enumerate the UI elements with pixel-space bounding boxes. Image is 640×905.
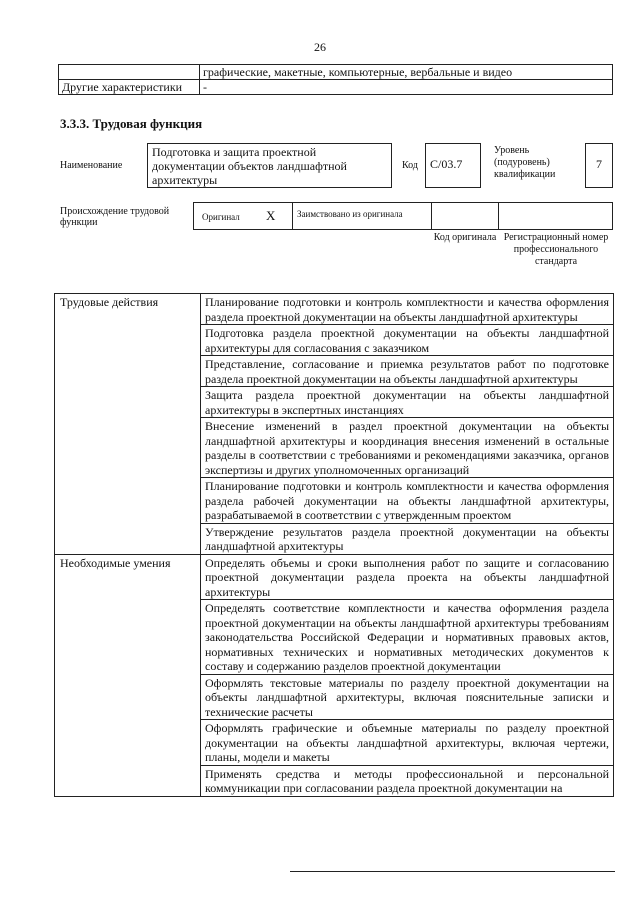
reg-number-label: Регистрационный номер профессионального стандарта (503, 232, 609, 267)
code-value: С/03.7 (430, 157, 463, 171)
table-cell: Планирование подготовки и контроль комплектности и качества оформления раздела проектной документации на объекты ландшафтной архитектуры (201, 294, 614, 325)
table-cell: Применять средства и методы профессиональной и персональной коммуникации при согласовании раздела проектной документации на (201, 765, 614, 796)
borrowed-box (292, 202, 432, 230)
code-original-box (431, 202, 499, 230)
code-box (425, 143, 481, 188)
table-cell: Другие характеристики (59, 80, 200, 95)
level-label: Уровень (подуровень) квалификации (494, 145, 556, 180)
table-cell (59, 65, 200, 80)
group-label: Необходимые умения (55, 554, 201, 796)
table-cell: Планирование подготовки и контроль комплектности и качества оформления раздела рабочей документации на объекты ландшафтной архитектуры, разрабатываемой в соответствии с утвержденным проектом (201, 478, 614, 524)
section-title: 3.3.3. Трудовая функция (60, 116, 203, 131)
table-cell: Утверждение результатов раздела проектной документации на объекты ландшафтной архитектуры (201, 523, 614, 554)
table-row (59, 80, 613, 95)
reg-number-box (498, 202, 613, 230)
table-cell: - (200, 80, 613, 95)
borrowed-label: Заимствовано из оригинала (297, 209, 403, 219)
original-label: Оригинал (202, 212, 240, 222)
code-original-label: Код оригинала (433, 232, 497, 243)
table-cell: Определять объемы и сроки выполнения работ по защите и согласованию проектной документации раздела проекта на объекты ландшафтной архитектуры (201, 554, 614, 600)
table-cell: Оформлять текстовые материалы по разделу проектной документации на объекты ландшафтной архитектуры, включая пояснительные записки и технические расчеты (201, 674, 614, 720)
table-cell: Определять соответствие комплектности и качества оформления раздела проектной документации на объекты ландшафтной архитектуры требованиям законодательства Российской Федерации и нормативных правовых актов, нормативных технических и нормативных методических документов к составу и содержанию разделов проектной документации (201, 600, 614, 675)
level-value: 7 (596, 157, 602, 171)
table-cell: Представление, согласование и приемка результатов работ по подготовке раздела проектной документации на объекты ландшафтной архитектуры (201, 356, 614, 387)
function-name-box (147, 143, 392, 188)
level-box (585, 143, 613, 188)
table-cell: Внесение изменений в раздел проектной документации на объекты ландшафтной архитектуры и координация внесения изменений в остальные разделы в соответствии с требованиями и рекомендациями заказчика, органов экспертизы и других уполномоченных организаций (201, 418, 614, 478)
function-name-value: Подготовка и защита проектной документации объектов ландшафтной архитектуры (152, 145, 347, 187)
table-cell: Защита раздела проектной документации на объекты ландшафтной архитектуры в экспертных инстанциях (201, 387, 614, 418)
original-box (193, 202, 293, 230)
table-row (55, 294, 614, 325)
table-cell: Оформлять графические и объемные материалы по разделу проектной документации на объекты ландшафтной архитектуры, включая чертежи, планы, модели и макеты (201, 720, 614, 766)
labor-function-table (54, 293, 614, 797)
group-label: Трудовые действия (55, 294, 201, 555)
table-cell: графические, макетные, компьютерные, вербальные и видео (200, 65, 613, 80)
code-label: Код (402, 160, 418, 171)
table-row (59, 65, 613, 80)
table-row (55, 554, 614, 600)
top-continuation-table (58, 64, 613, 95)
name-label: Наименование (60, 160, 123, 171)
bottom-divider (290, 871, 615, 872)
original-mark: X (266, 208, 276, 223)
page-number: 26 (314, 40, 326, 54)
origin-label: Происхождение трудовой функции (60, 206, 170, 228)
table-cell: Подготовка раздела проектной документации на объекты ландшафтной архитектуры для согласования с заказчиком (201, 325, 614, 356)
